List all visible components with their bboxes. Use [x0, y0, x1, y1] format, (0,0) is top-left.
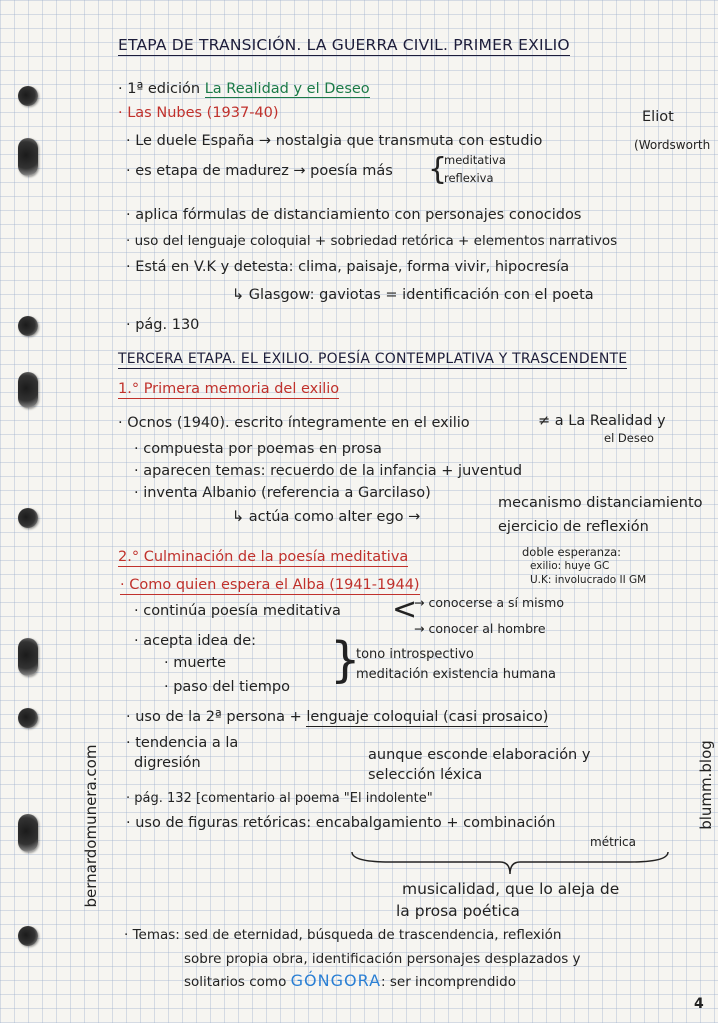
binder-hole	[18, 316, 38, 336]
brace: {	[428, 152, 448, 187]
wordsworth-note: (Wordsworth	[634, 138, 711, 152]
como-line-3: · acepta idea de:	[134, 633, 257, 649]
doble-esperanza-1: exilio: huye GC	[530, 560, 610, 572]
watermark-right: blumm.blog	[697, 740, 715, 830]
como-line-3b: · paso del tiempo	[164, 679, 290, 695]
como-line-3r2: meditación existencia humana	[356, 667, 557, 682]
como-line-7: · uso de figuras retóricas: encabalgamiento + combinación	[126, 815, 556, 831]
nubes-line-3: · aplica fórmulas de distanciamiento con personajes conocidos	[126, 207, 582, 223]
temas-line-3: solitarios como GÓNGORA: ser incomprendido	[184, 971, 517, 990]
ocnos-line-4: · inventa Albanio (referencia a Garcilaso)	[134, 485, 431, 501]
section-title-exilio: TERCERA ETAPA. EL EXILIO. POESÍA CONTEMPLATIVA Y TRASCENDENTE	[118, 351, 628, 367]
binder-hole	[18, 508, 38, 528]
como-line-2: · continúa poesía meditativa	[134, 603, 341, 619]
edicion-line: · 1ª edición La Realidad y el Deseo	[118, 81, 370, 97]
doble-esperanza-2: U.K: involucrado II GM	[530, 574, 647, 586]
binder-slot	[18, 814, 38, 852]
como-line-2b: → conocer al hombre	[414, 621, 546, 636]
como-line-3a: · muerte	[164, 655, 227, 671]
como-line-2a: → conocerse a sí mismo	[414, 595, 564, 610]
watermark-left: bernardomunera.com	[82, 744, 100, 908]
eliot-note: Eliot	[642, 109, 674, 125]
binder-hole	[18, 926, 38, 946]
subsection-2: 2.° Culminación de la poesía meditativa	[118, 549, 409, 565]
subsection-1: 1.° Primera memoria del exilio	[118, 381, 340, 397]
nubes-line-7: · pág. 130	[126, 317, 200, 333]
como-line-4: · uso de la 2ª persona + lenguaje coloquial (casi prosaico)	[126, 709, 549, 725]
ocnos-line: · Ocnos (1940). escrito íntegramente en el exilio	[118, 415, 470, 431]
como-line-5b: digresión	[134, 755, 201, 771]
edicion-title: La Realidad y el Deseo	[204, 81, 370, 97]
gongora: GÓNGORA	[290, 971, 382, 990]
como-line-5r1: aunque esconde elaboración y	[368, 747, 591, 763]
page-number: 4	[694, 996, 704, 1012]
binder-slot	[18, 638, 38, 676]
como-line-7b: métrica	[590, 835, 636, 849]
brace-figuras	[350, 848, 670, 876]
como-line-6: · pág. 132 [comentario al poema "El indolente"	[126, 791, 433, 806]
como-line-3r1: tono introspectivo	[356, 647, 474, 662]
ocnos-line-5: ↳ actúa como alter ego →	[232, 509, 421, 525]
ocnos-compare: ≠ a La Realidad y	[538, 413, 666, 429]
ocnos-compare-b: el Deseo	[604, 431, 654, 445]
section-title-transicion: ETAPA DE TRANSICIÓN. LA GUERRA CIVIL. PRIMER EXILIO	[118, 36, 570, 54]
brace: }	[330, 632, 361, 688]
temas-line-2: sobre propia obra, identificación personajes desplazados y	[184, 951, 581, 967]
musicalidad-1: musicalidad, que lo aleja de	[402, 880, 620, 898]
ocnos-line-3: · aparecen temas: recuerdo de la infancia + juventud	[134, 463, 523, 479]
brace: <	[392, 592, 418, 627]
nubes-line-2: · es etapa de madurez → poesía más	[126, 163, 393, 179]
binder-hole	[18, 86, 38, 106]
nubes-line-6: ↳ Glasgow: gaviotas = identificación con el poeta	[232, 287, 594, 303]
nubes-line-4: · uso del lenguaje coloquial + sobriedad retórica + elementos narrativos	[126, 233, 618, 249]
como-quien-espera: · Como quien espera el Alba (1941-1944)	[120, 577, 420, 593]
binder-slot	[18, 138, 38, 176]
las-nubes: · Las Nubes (1937-40)	[118, 105, 279, 121]
binder-slot	[18, 372, 38, 408]
binder-hole	[18, 708, 38, 728]
ocnos-ejercicio: ejercicio de reflexión	[498, 519, 649, 535]
ocnos-mecanismo: mecanismo distanciamiento	[498, 495, 703, 511]
temas-line-1: · Temas: sed de eternidad, búsqueda de trascendencia, reflexión	[124, 927, 562, 943]
musicalidad-2: la prosa poética	[396, 902, 520, 920]
nubes-line-5: · Está en V.K y detesta: clima, paisaje, forma vivir, hipocresía	[126, 259, 570, 275]
doble-esperanza: doble esperanza:	[522, 545, 622, 559]
nubes-line-2b: reflexiva	[444, 171, 494, 185]
nubes-line-1: · Le duele España → nostalgia que transmuta con estudio	[126, 133, 543, 149]
como-line-5r2: selección léxica	[368, 767, 483, 783]
como-line-5: · tendencia a la	[126, 735, 239, 751]
ocnos-line-2: · compuesta por poemas en prosa	[134, 441, 382, 457]
nubes-line-2a: meditativa	[444, 153, 506, 167]
